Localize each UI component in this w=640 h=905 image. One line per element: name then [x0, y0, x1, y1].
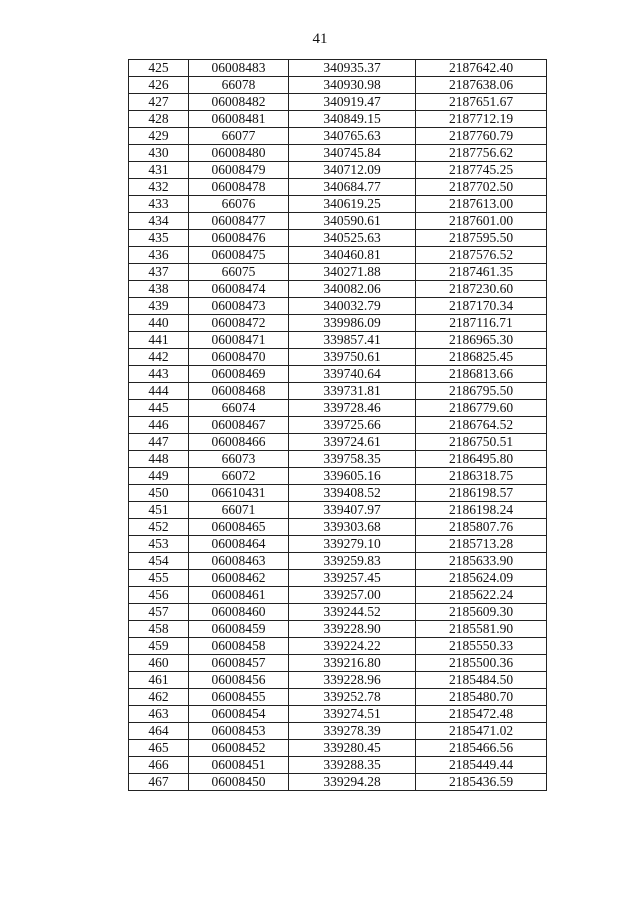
table-row	[129, 400, 547, 417]
y-coordinate-cell: 2185500.36	[416, 655, 547, 672]
table-row	[129, 570, 547, 587]
x-coordinate-cell: 339408.52	[289, 485, 416, 502]
table-row	[129, 502, 547, 519]
y-coordinate-cell: 2187702.50	[416, 179, 547, 196]
point-id-cell: 06008480	[189, 145, 289, 162]
x-coordinate-cell: 339224.22	[289, 638, 416, 655]
point-id-cell: 06008481	[189, 111, 289, 128]
x-coordinate-cell: 339294.28	[289, 774, 416, 791]
x-coordinate-cell: 339216.80	[289, 655, 416, 672]
point-number-cell: 447	[129, 434, 189, 451]
point-number-cell: 427	[129, 94, 189, 111]
y-coordinate-cell: 2187712.19	[416, 111, 547, 128]
y-coordinate-cell: 2185472.48	[416, 706, 547, 723]
x-coordinate-cell: 340712.09	[289, 162, 416, 179]
table-row	[129, 553, 547, 570]
x-coordinate-cell: 339750.61	[289, 349, 416, 366]
point-number-cell: 456	[129, 587, 189, 604]
table-row	[129, 655, 547, 672]
x-coordinate-cell: 339257.45	[289, 570, 416, 587]
x-coordinate-cell: 339244.52	[289, 604, 416, 621]
point-number-cell: 455	[129, 570, 189, 587]
y-coordinate-cell: 2185484.50	[416, 672, 547, 689]
y-coordinate-cell: 2185581.90	[416, 621, 547, 638]
point-number-cell: 445	[129, 400, 189, 417]
point-id-cell: 06008474	[189, 281, 289, 298]
point-number-cell: 443	[129, 366, 189, 383]
y-coordinate-cell: 2187595.50	[416, 230, 547, 247]
x-coordinate-cell: 339407.97	[289, 502, 416, 519]
y-coordinate-cell: 2185807.76	[416, 519, 547, 536]
y-coordinate-cell: 2185624.09	[416, 570, 547, 587]
point-number-cell: 462	[129, 689, 189, 706]
x-coordinate-cell: 339731.81	[289, 383, 416, 400]
point-id-cell: 06008466	[189, 434, 289, 451]
table-row	[129, 94, 547, 111]
x-coordinate-cell: 340082.06	[289, 281, 416, 298]
x-coordinate-cell: 340930.98	[289, 77, 416, 94]
x-coordinate-cell: 339228.96	[289, 672, 416, 689]
y-coordinate-cell: 2187461.35	[416, 264, 547, 281]
point-id-cell: 06610431	[189, 485, 289, 502]
table-row	[129, 383, 547, 400]
point-id-cell: 66074	[189, 400, 289, 417]
table-row	[129, 298, 547, 315]
table-row	[129, 111, 547, 128]
x-coordinate-cell: 340849.15	[289, 111, 416, 128]
x-coordinate-cell: 339986.09	[289, 315, 416, 332]
x-coordinate-cell: 339278.39	[289, 723, 416, 740]
table-row	[129, 536, 547, 553]
point-id-cell: 06008461	[189, 587, 289, 604]
table-row	[129, 723, 547, 740]
point-id-cell: 06008482	[189, 94, 289, 111]
x-coordinate-cell: 339259.83	[289, 553, 416, 570]
point-number-cell: 460	[129, 655, 189, 672]
y-coordinate-cell: 2185466.56	[416, 740, 547, 757]
table-row	[129, 77, 547, 94]
y-coordinate-cell: 2187170.34	[416, 298, 547, 315]
table-row	[129, 145, 547, 162]
point-id-cell: 06008483	[189, 60, 289, 77]
y-coordinate-cell: 2187756.62	[416, 145, 547, 162]
table-row	[129, 281, 547, 298]
point-id-cell: 66077	[189, 128, 289, 145]
point-id-cell: 66071	[189, 502, 289, 519]
point-number-cell: 467	[129, 774, 189, 791]
table-row	[129, 417, 547, 434]
point-id-cell: 06008456	[189, 672, 289, 689]
y-coordinate-cell: 2187116.71	[416, 315, 547, 332]
point-id-cell: 06008460	[189, 604, 289, 621]
table-row	[129, 587, 547, 604]
x-coordinate-cell: 339857.41	[289, 332, 416, 349]
table-row	[129, 485, 547, 502]
x-coordinate-cell: 340460.81	[289, 247, 416, 264]
point-number-cell: 465	[129, 740, 189, 757]
y-coordinate-cell: 2186825.45	[416, 349, 547, 366]
table-row	[129, 179, 547, 196]
table-row	[129, 621, 547, 638]
point-id-cell: 06008464	[189, 536, 289, 553]
point-id-cell: 06008471	[189, 332, 289, 349]
point-number-cell: 439	[129, 298, 189, 315]
table-row	[129, 604, 547, 621]
point-id-cell: 06008451	[189, 757, 289, 774]
x-coordinate-cell: 339274.51	[289, 706, 416, 723]
y-coordinate-cell: 2186198.57	[416, 485, 547, 502]
point-number-cell: 459	[129, 638, 189, 655]
point-number-cell: 457	[129, 604, 189, 621]
table-row	[129, 247, 547, 264]
point-number-cell: 463	[129, 706, 189, 723]
y-coordinate-cell: 2187651.67	[416, 94, 547, 111]
y-coordinate-cell: 2186750.51	[416, 434, 547, 451]
table-row	[129, 519, 547, 536]
point-id-cell: 06008454	[189, 706, 289, 723]
y-coordinate-cell: 2187642.40	[416, 60, 547, 77]
point-number-cell: 452	[129, 519, 189, 536]
point-number-cell: 428	[129, 111, 189, 128]
y-coordinate-cell: 2185550.33	[416, 638, 547, 655]
x-coordinate-cell: 340619.25	[289, 196, 416, 213]
y-coordinate-cell: 2186495.80	[416, 451, 547, 468]
point-number-cell: 454	[129, 553, 189, 570]
point-id-cell: 06008470	[189, 349, 289, 366]
x-coordinate-cell: 339288.35	[289, 757, 416, 774]
point-id-cell: 66076	[189, 196, 289, 213]
x-coordinate-cell: 340935.37	[289, 60, 416, 77]
x-coordinate-cell: 340590.61	[289, 213, 416, 230]
point-number-cell: 440	[129, 315, 189, 332]
x-coordinate-cell: 339228.90	[289, 621, 416, 638]
x-coordinate-cell: 339724.61	[289, 434, 416, 451]
table-body	[129, 60, 547, 791]
y-coordinate-cell: 2187613.00	[416, 196, 547, 213]
point-number-cell: 433	[129, 196, 189, 213]
point-id-cell: 06008476	[189, 230, 289, 247]
table-row	[129, 230, 547, 247]
y-coordinate-cell: 2186965.30	[416, 332, 547, 349]
point-number-cell: 430	[129, 145, 189, 162]
point-id-cell: 06008469	[189, 366, 289, 383]
point-number-cell: 438	[129, 281, 189, 298]
point-id-cell: 66072	[189, 468, 289, 485]
point-number-cell: 442	[129, 349, 189, 366]
x-coordinate-cell: 339758.35	[289, 451, 416, 468]
x-coordinate-cell: 340765.63	[289, 128, 416, 145]
page-number: 41	[312, 31, 328, 47]
point-number-cell: 437	[129, 264, 189, 281]
y-coordinate-cell: 2186318.75	[416, 468, 547, 485]
point-id-cell: 06008452	[189, 740, 289, 757]
y-coordinate-cell: 2187745.25	[416, 162, 547, 179]
point-number-cell: 426	[129, 77, 189, 94]
point-id-cell: 66078	[189, 77, 289, 94]
x-coordinate-cell: 339252.78	[289, 689, 416, 706]
table-row	[129, 196, 547, 213]
table-row	[129, 213, 547, 230]
y-coordinate-cell: 2185622.24	[416, 587, 547, 604]
table-row	[129, 672, 547, 689]
table-row	[129, 366, 547, 383]
table-row	[129, 60, 547, 77]
table-row	[129, 468, 547, 485]
table-row	[129, 451, 547, 468]
table-row	[129, 332, 547, 349]
point-number-cell: 441	[129, 332, 189, 349]
y-coordinate-cell: 2185436.59	[416, 774, 547, 791]
y-coordinate-cell: 2185480.70	[416, 689, 547, 706]
point-id-cell: 06008453	[189, 723, 289, 740]
x-coordinate-cell: 339280.45	[289, 740, 416, 757]
table-row	[129, 740, 547, 757]
point-id-cell: 66075	[189, 264, 289, 281]
x-coordinate-cell: 339740.64	[289, 366, 416, 383]
point-id-cell: 06008468	[189, 383, 289, 400]
point-id-cell: 06008478	[189, 179, 289, 196]
x-coordinate-cell: 339728.46	[289, 400, 416, 417]
point-id-cell: 06008459	[189, 621, 289, 638]
point-number-cell: 451	[129, 502, 189, 519]
x-coordinate-cell: 340919.47	[289, 94, 416, 111]
point-id-cell: 06008472	[189, 315, 289, 332]
point-id-cell: 06008473	[189, 298, 289, 315]
table-row	[129, 162, 547, 179]
point-number-cell: 425	[129, 60, 189, 77]
table-row	[129, 757, 547, 774]
point-number-cell: 453	[129, 536, 189, 553]
table-row	[129, 706, 547, 723]
y-coordinate-cell: 2187601.00	[416, 213, 547, 230]
point-id-cell: 66073	[189, 451, 289, 468]
y-coordinate-cell: 2185633.90	[416, 553, 547, 570]
y-coordinate-cell: 2186779.60	[416, 400, 547, 417]
point-number-cell: 434	[129, 213, 189, 230]
x-coordinate-cell: 340032.79	[289, 298, 416, 315]
table-row	[129, 315, 547, 332]
point-number-cell: 448	[129, 451, 189, 468]
point-id-cell: 06008458	[189, 638, 289, 655]
table-row	[129, 689, 547, 706]
point-number-cell: 466	[129, 757, 189, 774]
x-coordinate-cell: 339605.16	[289, 468, 416, 485]
y-coordinate-cell: 2186795.50	[416, 383, 547, 400]
x-coordinate-cell: 339303.68	[289, 519, 416, 536]
x-coordinate-cell: 339257.00	[289, 587, 416, 604]
table-row	[129, 349, 547, 366]
x-coordinate-cell: 340525.63	[289, 230, 416, 247]
point-number-cell: 436	[129, 247, 189, 264]
point-id-cell: 06008462	[189, 570, 289, 587]
point-number-cell: 431	[129, 162, 189, 179]
y-coordinate-cell: 2186198.24	[416, 502, 547, 519]
table-row	[129, 774, 547, 791]
x-coordinate-cell: 339279.10	[289, 536, 416, 553]
point-number-cell: 464	[129, 723, 189, 740]
point-number-cell: 429	[129, 128, 189, 145]
point-id-cell: 06008455	[189, 689, 289, 706]
point-number-cell: 444	[129, 383, 189, 400]
point-id-cell: 06008477	[189, 213, 289, 230]
x-coordinate-cell: 340271.88	[289, 264, 416, 281]
point-number-cell: 446	[129, 417, 189, 434]
y-coordinate-cell: 2187230.60	[416, 281, 547, 298]
point-id-cell: 06008463	[189, 553, 289, 570]
y-coordinate-cell: 2187760.79	[416, 128, 547, 145]
point-number-cell: 432	[129, 179, 189, 196]
table-row	[129, 434, 547, 451]
table-row	[129, 638, 547, 655]
table-row	[129, 128, 547, 145]
point-number-cell: 435	[129, 230, 189, 247]
y-coordinate-cell: 2186764.52	[416, 417, 547, 434]
y-coordinate-cell: 2186813.66	[416, 366, 547, 383]
y-coordinate-cell: 2185449.44	[416, 757, 547, 774]
y-coordinate-cell: 2187576.52	[416, 247, 547, 264]
y-coordinate-cell: 2185471.02	[416, 723, 547, 740]
point-number-cell: 450	[129, 485, 189, 502]
y-coordinate-cell: 2187638.06	[416, 77, 547, 94]
y-coordinate-cell: 2185713.28	[416, 536, 547, 553]
point-id-cell: 06008450	[189, 774, 289, 791]
point-id-cell: 06008457	[189, 655, 289, 672]
point-id-cell: 06008475	[189, 247, 289, 264]
x-coordinate-cell: 339725.66	[289, 417, 416, 434]
x-coordinate-cell: 340745.84	[289, 145, 416, 162]
y-coordinate-cell: 2185609.30	[416, 604, 547, 621]
x-coordinate-cell: 340684.77	[289, 179, 416, 196]
point-id-cell: 06008479	[189, 162, 289, 179]
point-number-cell: 449	[129, 468, 189, 485]
coordinates-table	[128, 59, 547, 791]
point-id-cell: 06008465	[189, 519, 289, 536]
point-number-cell: 461	[129, 672, 189, 689]
point-number-cell: 458	[129, 621, 189, 638]
point-id-cell: 06008467	[189, 417, 289, 434]
table-row	[129, 264, 547, 281]
